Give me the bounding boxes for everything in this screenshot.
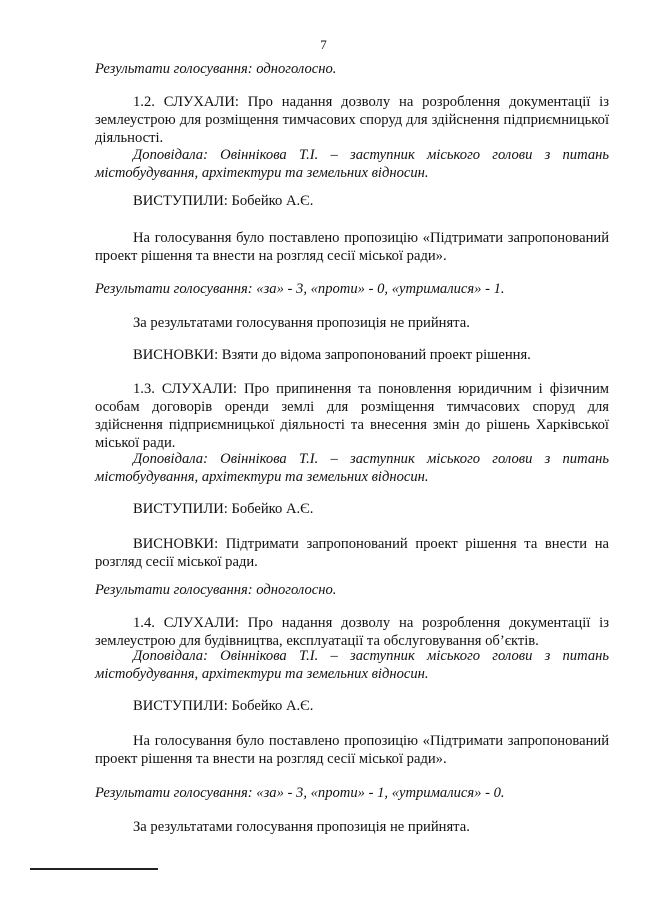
voting-result-unanimous: Результати голосування: одноголосно. — [95, 61, 337, 77]
conclusions-1-2: ВИСНОВКИ: Взяти до відома запропонований проект рішення. — [133, 347, 531, 363]
voting-result-1-2: Результати голосування: «за» - 3, «проти» - 0, «утрималися» - 1. — [95, 281, 505, 297]
proposal-1-2: На голосування було поставлено пропозицію «Підтримати запропонований проект рішення та внести на розгляд сесії міської ради». — [95, 230, 609, 264]
footnote-divider — [30, 868, 158, 870]
reporter-1-3: Доповідала: Овіннікова Т.І. – заступник міського голови з питань містобудування, архітектури та земельних відносин. — [95, 451, 609, 485]
proposal-1-4: На голосування було поставлено пропозицію «Підтримати запропонований проект рішення та внести на розгляд сесії міської ради». — [95, 733, 609, 767]
outcome-1-2: За результатами голосування пропозиція не прийнята. — [133, 315, 470, 331]
heard-item-1-2: 1.2. СЛУХАЛИ: Про надання дозволу на розроблення документації із землеустрою для розміщення тимчасових споруд для здійснення підприємницької діяльності. — [95, 94, 609, 146]
reporter-1-2: Доповідала: Овіннікова Т.І. – заступник міського голови з питань містобудування, архітектури та земельних відносин. — [95, 147, 609, 181]
page-number: 7 — [320, 37, 327, 52]
speakers-1-3: ВИСТУПИЛИ: Бобейко А.Є. — [133, 501, 314, 517]
heard-item-1-4: 1.4. СЛУХАЛИ: Про надання дозволу на розроблення документації із землеустрою для будівництва, експлуатації та обслуговування об’єктів. — [95, 615, 609, 649]
outcome-1-4: За результатами голосування пропозиція не прийнята. — [133, 819, 470, 835]
speakers-1-4: ВИСТУПИЛИ: Бобейко А.Є. — [133, 698, 314, 714]
conclusions-1-3: ВИСНОВКИ: Підтримати запропонований проект рішення та внести на розгляд сесії міської ради. — [95, 536, 609, 570]
voting-result-1-3: Результати голосування: одноголосно. — [95, 582, 337, 598]
heard-item-1-3: 1.3. СЛУХАЛИ: Про припинення та поновлення юридичним і фізичним особам договорів оренди землі для розміщення тимчасових споруд для здійснення підприємницької діяльності та внесення змін до рішень Харківської міської ради. — [95, 381, 609, 451]
speakers-1-2: ВИСТУПИЛИ: Бобейко А.Є. — [133, 193, 314, 209]
reporter-1-4: Доповідала: Овіннікова Т.І. – заступник міського голови з питань містобудування, архітектури та земельних відносин. — [95, 648, 609, 682]
voting-result-1-4: Результати голосування: «за» - 3, «проти» - 1, «утрималися» - 0. — [95, 785, 505, 801]
